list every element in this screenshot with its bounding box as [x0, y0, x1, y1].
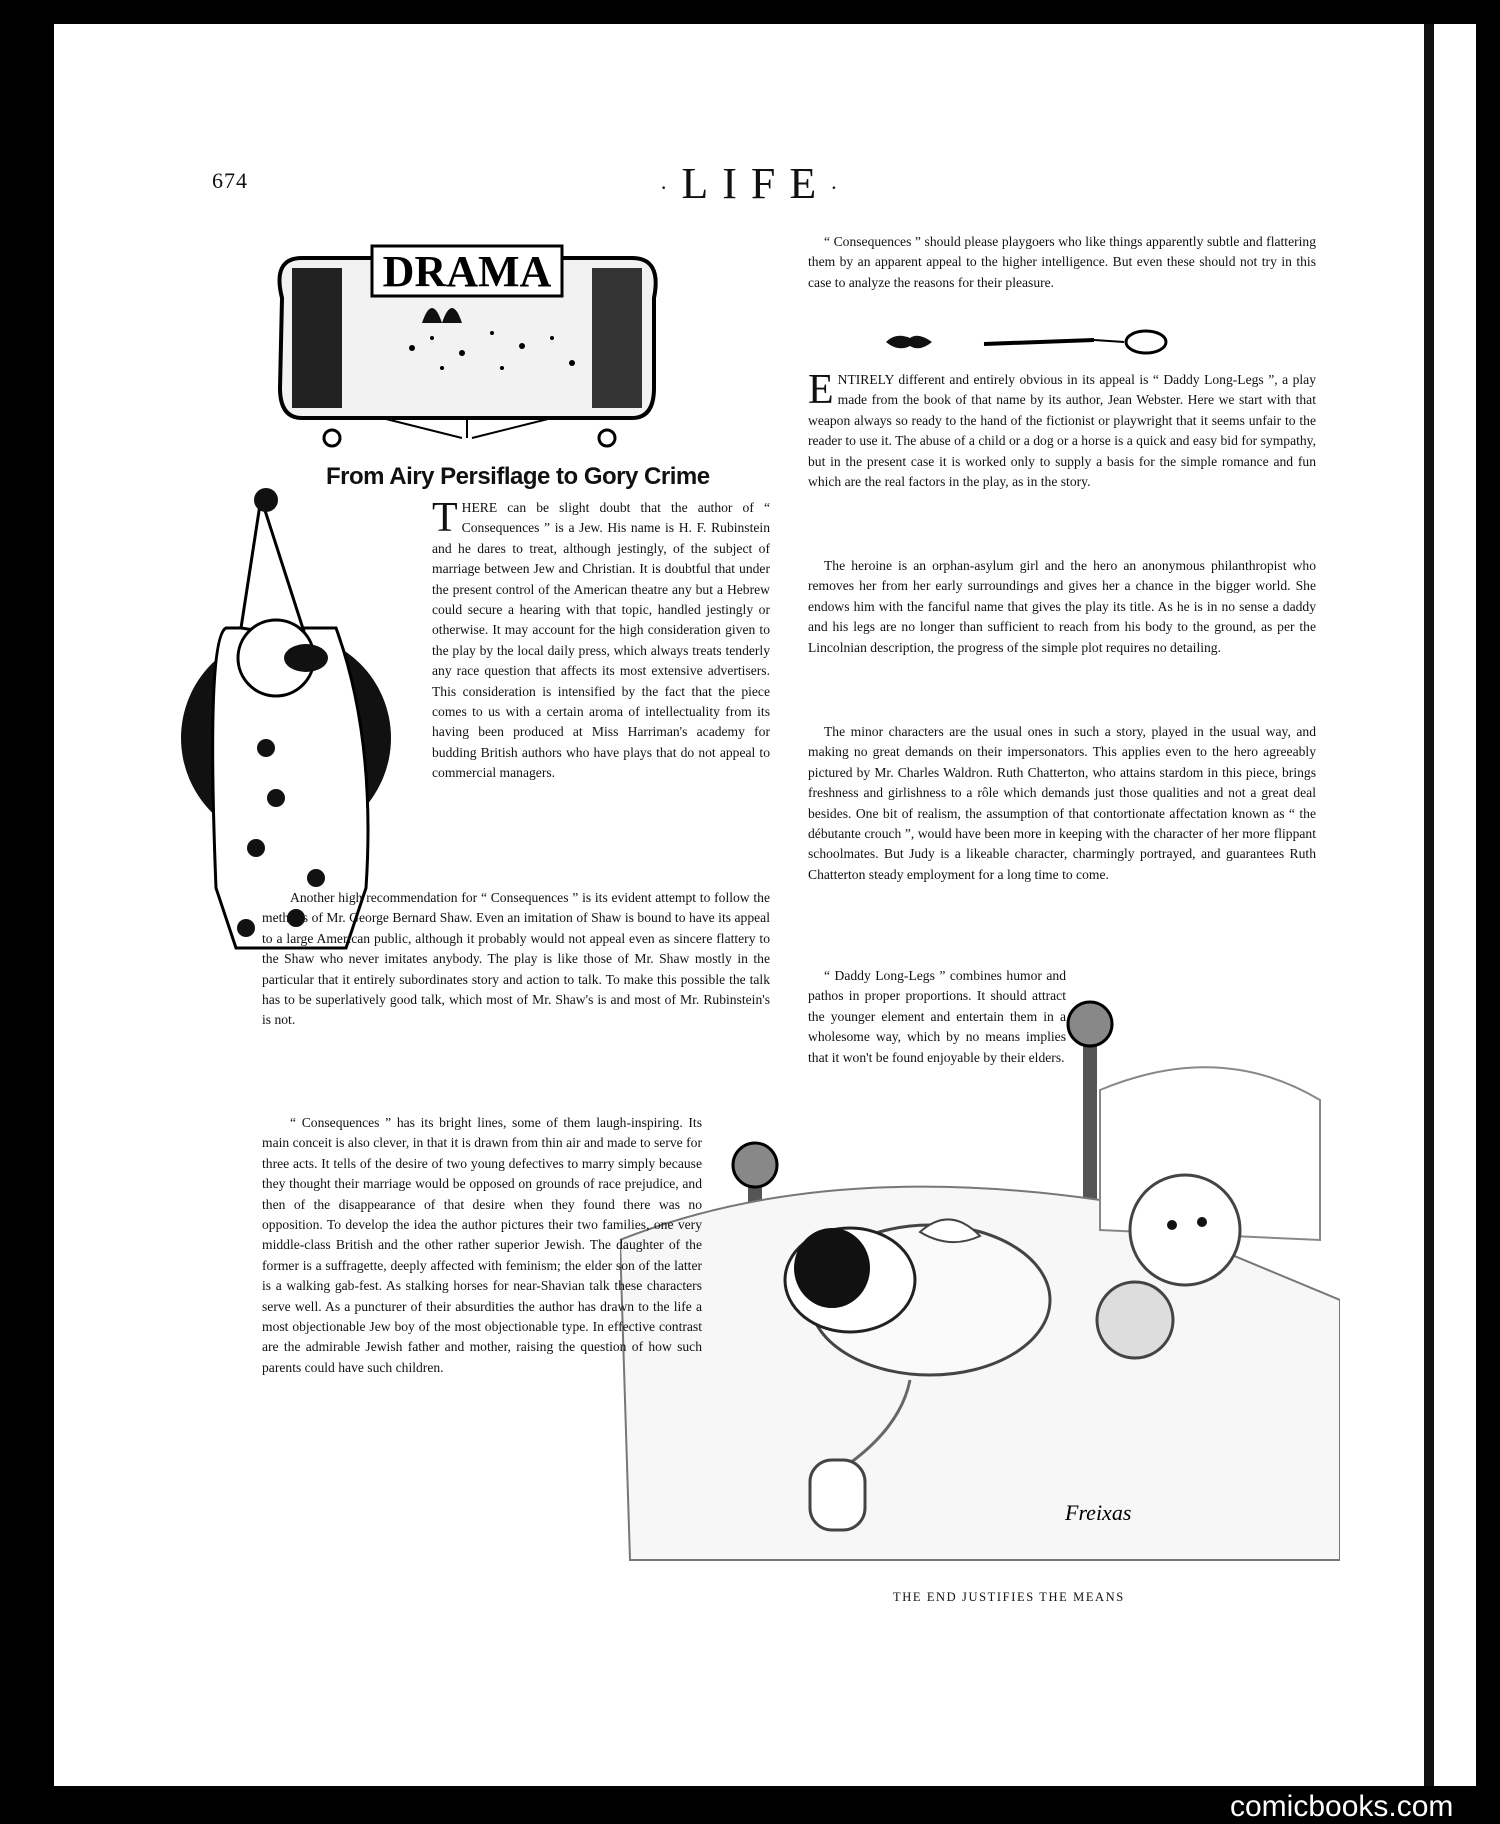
left-para-2-text: Another high recommendation for “ Consequences ” is its evident attempt to follow the methods of Mr. George Bernard Shaw. Even an imitation of Shaw is bound to have its appeal to a large American public, although it probably would not appeal even as sincere flattery to the Shaw who never imitates anybody. The play is like those of Mr. Shaw mostly in the particular that it entirely subordinates story and action to talk. To make this possible the talk has to be superlatively good talk, which most of Mr. Shaw's is and most of Mr. Rubinstein's is not. [262, 890, 770, 1028]
left-para-1-text: HERE can be slight doubt that the author of “ Consequences ” is a Jew. His name is H. F. Rubinstein and he dares to treat, although jestingly, of the subject of marriage between Jew and Christian. It is doubtful that under the present control of the American theatre any but a Hebrew could secure a hearing with that topic, handled jestingly or otherwise. It may account for the high consideration given to the play by the local daily press, which always treats tenderly any race question that affects its most extensive advertisers. This consideration is intensified by the fact that the piece comes to us with a certain aroma of intellectuality from its having been produced at Miss Harriman's academy for budding British authors who have plays that do not appeal to commercial managers. [432, 500, 770, 781]
right-para-1 [808, 232, 1316, 293]
illustration-caption: THE END JUSTIFIES THE MEANS [893, 1590, 1125, 1604]
drama-banner-illustration [262, 228, 672, 448]
right-para-1-text: “ Consequences ” should please playgoers who like things apparently subtle and flattering them by an apparent appeal to the higher intelligence. But even these should not try in this case to analyze the reasons for their pleasure. [808, 234, 1316, 290]
article-heading: From Airy Persiflage to Gory Crime [326, 463, 710, 490]
left-para-2 [262, 888, 770, 1031]
left-para-3-text: “ Consequences ” has its bright lines, some of them laugh-inspiring. Its main conceit is also clever, in that it is drawn from thin air and made to serve for three acts. It tells of the desire of two young defectives to marry simply because they thought their marriage would be opposed on grounds of race prejudice, and then of the disappearance of that desire when they found there was no opposition. To develop the idea the author pictures their two families, one very middle-class British and the other rather superior Jewish. The daughter of the former is a suffragette, deeply affected with feminism; the elder son of the latter is a walking gab-fest. As stalking horses for near-Shavian talk these characters serve well. As a puncturer of their absurdities the author has drawn to the life a most objectionable Jew boy of the most objectionable type. In effective contrast are the admirable Jewish father and mother, raising the question of how such parents could have such children. [262, 1115, 702, 1375]
right-para-3-text: The heroine is an orphan-asylum girl and the hero an anonymous philanthropist who removes her from her early surroundings and gives her a chance in the bigger world. She endows him with the fanciful name that gives the play its title. As he is in no sense a daddy and his legs are no longer than sufficient to reach from his body to the ground, as per the Lincolnian description, the progress of the simple plot requires no detailing. [808, 558, 1316, 655]
right-para-2 [808, 367, 1316, 492]
right-para-4 [808, 722, 1316, 885]
right-para-4-text: The minor characters are the usual ones in such a story, played in the usual way, and making no great demands on their impersonators. This applies even to the hero agreeably pictured by Mr. Charles Waldron. Ruth Chatterton, who attains stardom in this piece, brings freshness and girlishness to a rôle which demands just those qualities and not a great deal besides. One bit of realism, the assumption of that contortionate affectation known as “ the débutante crouch ”, would have been more in keeping with the character of her more flippant schoolmates. But Judy is a likeable character, charmingly portrayed, and guarantees Ruth Chatterton steady employment for a long time to come. [808, 724, 1316, 882]
masthead: ·LIFE· [660, 159, 852, 208]
page-number: 674 [212, 168, 248, 193]
mask-lorgnette-ornament [884, 328, 1184, 360]
watermark-footer: comicbooks.com [1230, 1790, 1454, 1823]
masthead-title: LIFE [681, 159, 831, 208]
right-para-5 [808, 966, 1316, 1068]
artist-signature: Freixas [1065, 1500, 1132, 1525]
facing-page-edge [1434, 24, 1476, 1786]
right-para-2-text: NTIRELY different and entirely obvious in its appeal is “ Daddy Long-Legs ”, a play made from the book of that name by its author, Jean Webster. Here we start with that weapon always so ready to the hand of the fictionist or playwright that it seems unfair to the reader to use it. The abuse of a child or a dog or a horse is a quick and easy bid for sympathy, but in the present case it is worked only to supply a basis for the simple romance and fun which are the real factors in the play, as in the story. [808, 372, 1316, 490]
right-para-3 [808, 556, 1316, 658]
baby-and-dog-illustration [620, 1000, 1340, 1570]
dropcap-e: E [808, 367, 834, 413]
right-para-5-text: “ Daddy Long-Legs ” combines humor and pathos in proper proportions. It should attract the younger element and entertain them in a wholesome way, which by no means implies that it won't be found enjoyable by their elders. [808, 968, 1066, 1065]
drama-banner-title: DRAMA [382, 247, 552, 296]
dropcap-t: T [432, 495, 458, 541]
left-para-3 [262, 1113, 702, 1378]
left-para-1 [262, 495, 770, 878]
